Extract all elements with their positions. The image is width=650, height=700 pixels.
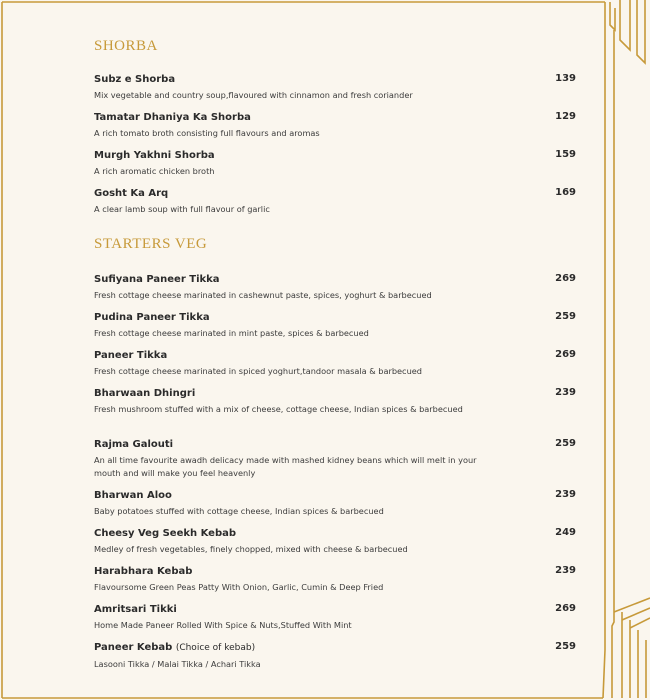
item-description: A clear lamb soup with full flavour of garlic [94,204,270,214]
item-description: Mix vegetable and country soup,flavoured with cinnamon and fresh coriander [94,90,413,100]
menu-item [94,438,576,480]
item-name: Sufiyana Paneer Tikka [94,274,220,285]
item-description: Baby potatoes stuffed with cottage cheese, Indian spices & barbecued [94,506,384,516]
section-title-starters-veg: STARTERS VEG [94,236,208,252]
menu-item [94,273,576,302]
item-price: 259 [555,311,576,322]
item-name-text: Paneer Kebab [94,642,173,653]
menu-item [94,349,576,378]
item-price: 259 [555,641,576,652]
item-price: 239 [555,387,576,398]
item-price: 269 [555,273,576,284]
item-name: Murgh Yakhni Shorba [94,150,215,161]
item-price: 169 [555,187,576,198]
menu-item [94,387,576,416]
item-description: Flavoursome Green Peas Patty With Onion, Garlic, Cumin & Deep Fried [94,582,384,592]
menu-item [94,73,576,102]
item-price: 239 [555,565,576,576]
item-description: Fresh cottage cheese marinated in spiced yoghurt,tandoor masala & barbecued [94,366,422,376]
item-note: (Choice of kebab) [175,643,256,653]
menu-item [94,187,576,216]
item-price: 239 [555,489,576,500]
item-price: 249 [555,527,576,538]
item-price: 269 [555,603,576,614]
item-name: Pudina Paneer Tikka [94,312,210,323]
item-description: A rich aromatic chicken broth [94,166,215,176]
item-description: Fresh cottage cheese marinated in cashewnut paste, spices, yoghurt & barbecued [94,290,432,300]
item-name [94,641,576,655]
item-name: Bharwan Aloo [94,490,172,501]
menu-item [94,149,576,178]
item-description: Fresh mushroom stuffed with a mix of cheese, cottage cheese, Indian spices & barbecued [94,404,463,414]
menu-item [94,489,576,518]
item-price: 159 [555,149,576,160]
item-name: Bharwaan Dhingri [94,388,196,399]
item-price: 139 [555,73,576,84]
item-description: Lasooni Tikka / Malai Tikka / Achari Tikka [94,659,261,669]
item-name: Amritsari Tikki [94,604,177,615]
menu-item [94,641,576,671]
item-price: 259 [555,438,576,449]
item-description: A rich tomato broth consisting full flavours and aromas [94,128,320,138]
menu-item [94,527,576,556]
section-title-shorba: SHORBA [94,38,158,54]
item-name: Paneer Tikka [94,350,168,361]
item-name: Cheesy Veg Seekh Kebab [94,528,237,539]
item-name: Subz e Shorba [94,74,176,85]
menu-item [94,565,576,594]
item-price: 269 [555,349,576,360]
item-name: Rajma Galouti [94,439,174,450]
item-description: Fresh cottage cheese marinated in mint paste, spices & barbecued [94,328,369,338]
item-name: Gosht Ka Arq [94,188,169,199]
item-name: Harabhara Kebab [94,566,193,577]
item-name: Tamatar Dhaniya Ka Shorba [94,112,251,123]
item-description: Home Made Paneer Rolled With Spice & Nuts,Stuffed With Mint [94,620,352,630]
menu-item [94,311,576,340]
menu-item [94,111,576,140]
item-description: An all time favourite awadh delicacy made with mashed kidney beans which will melt in your mouth and will make you feel heavenly [94,455,477,478]
item-description: Medley of fresh vegetables, finely chopped, mixed with cheese & barbecued [94,544,408,554]
item-price: 129 [555,111,576,122]
menu-item [94,603,576,632]
